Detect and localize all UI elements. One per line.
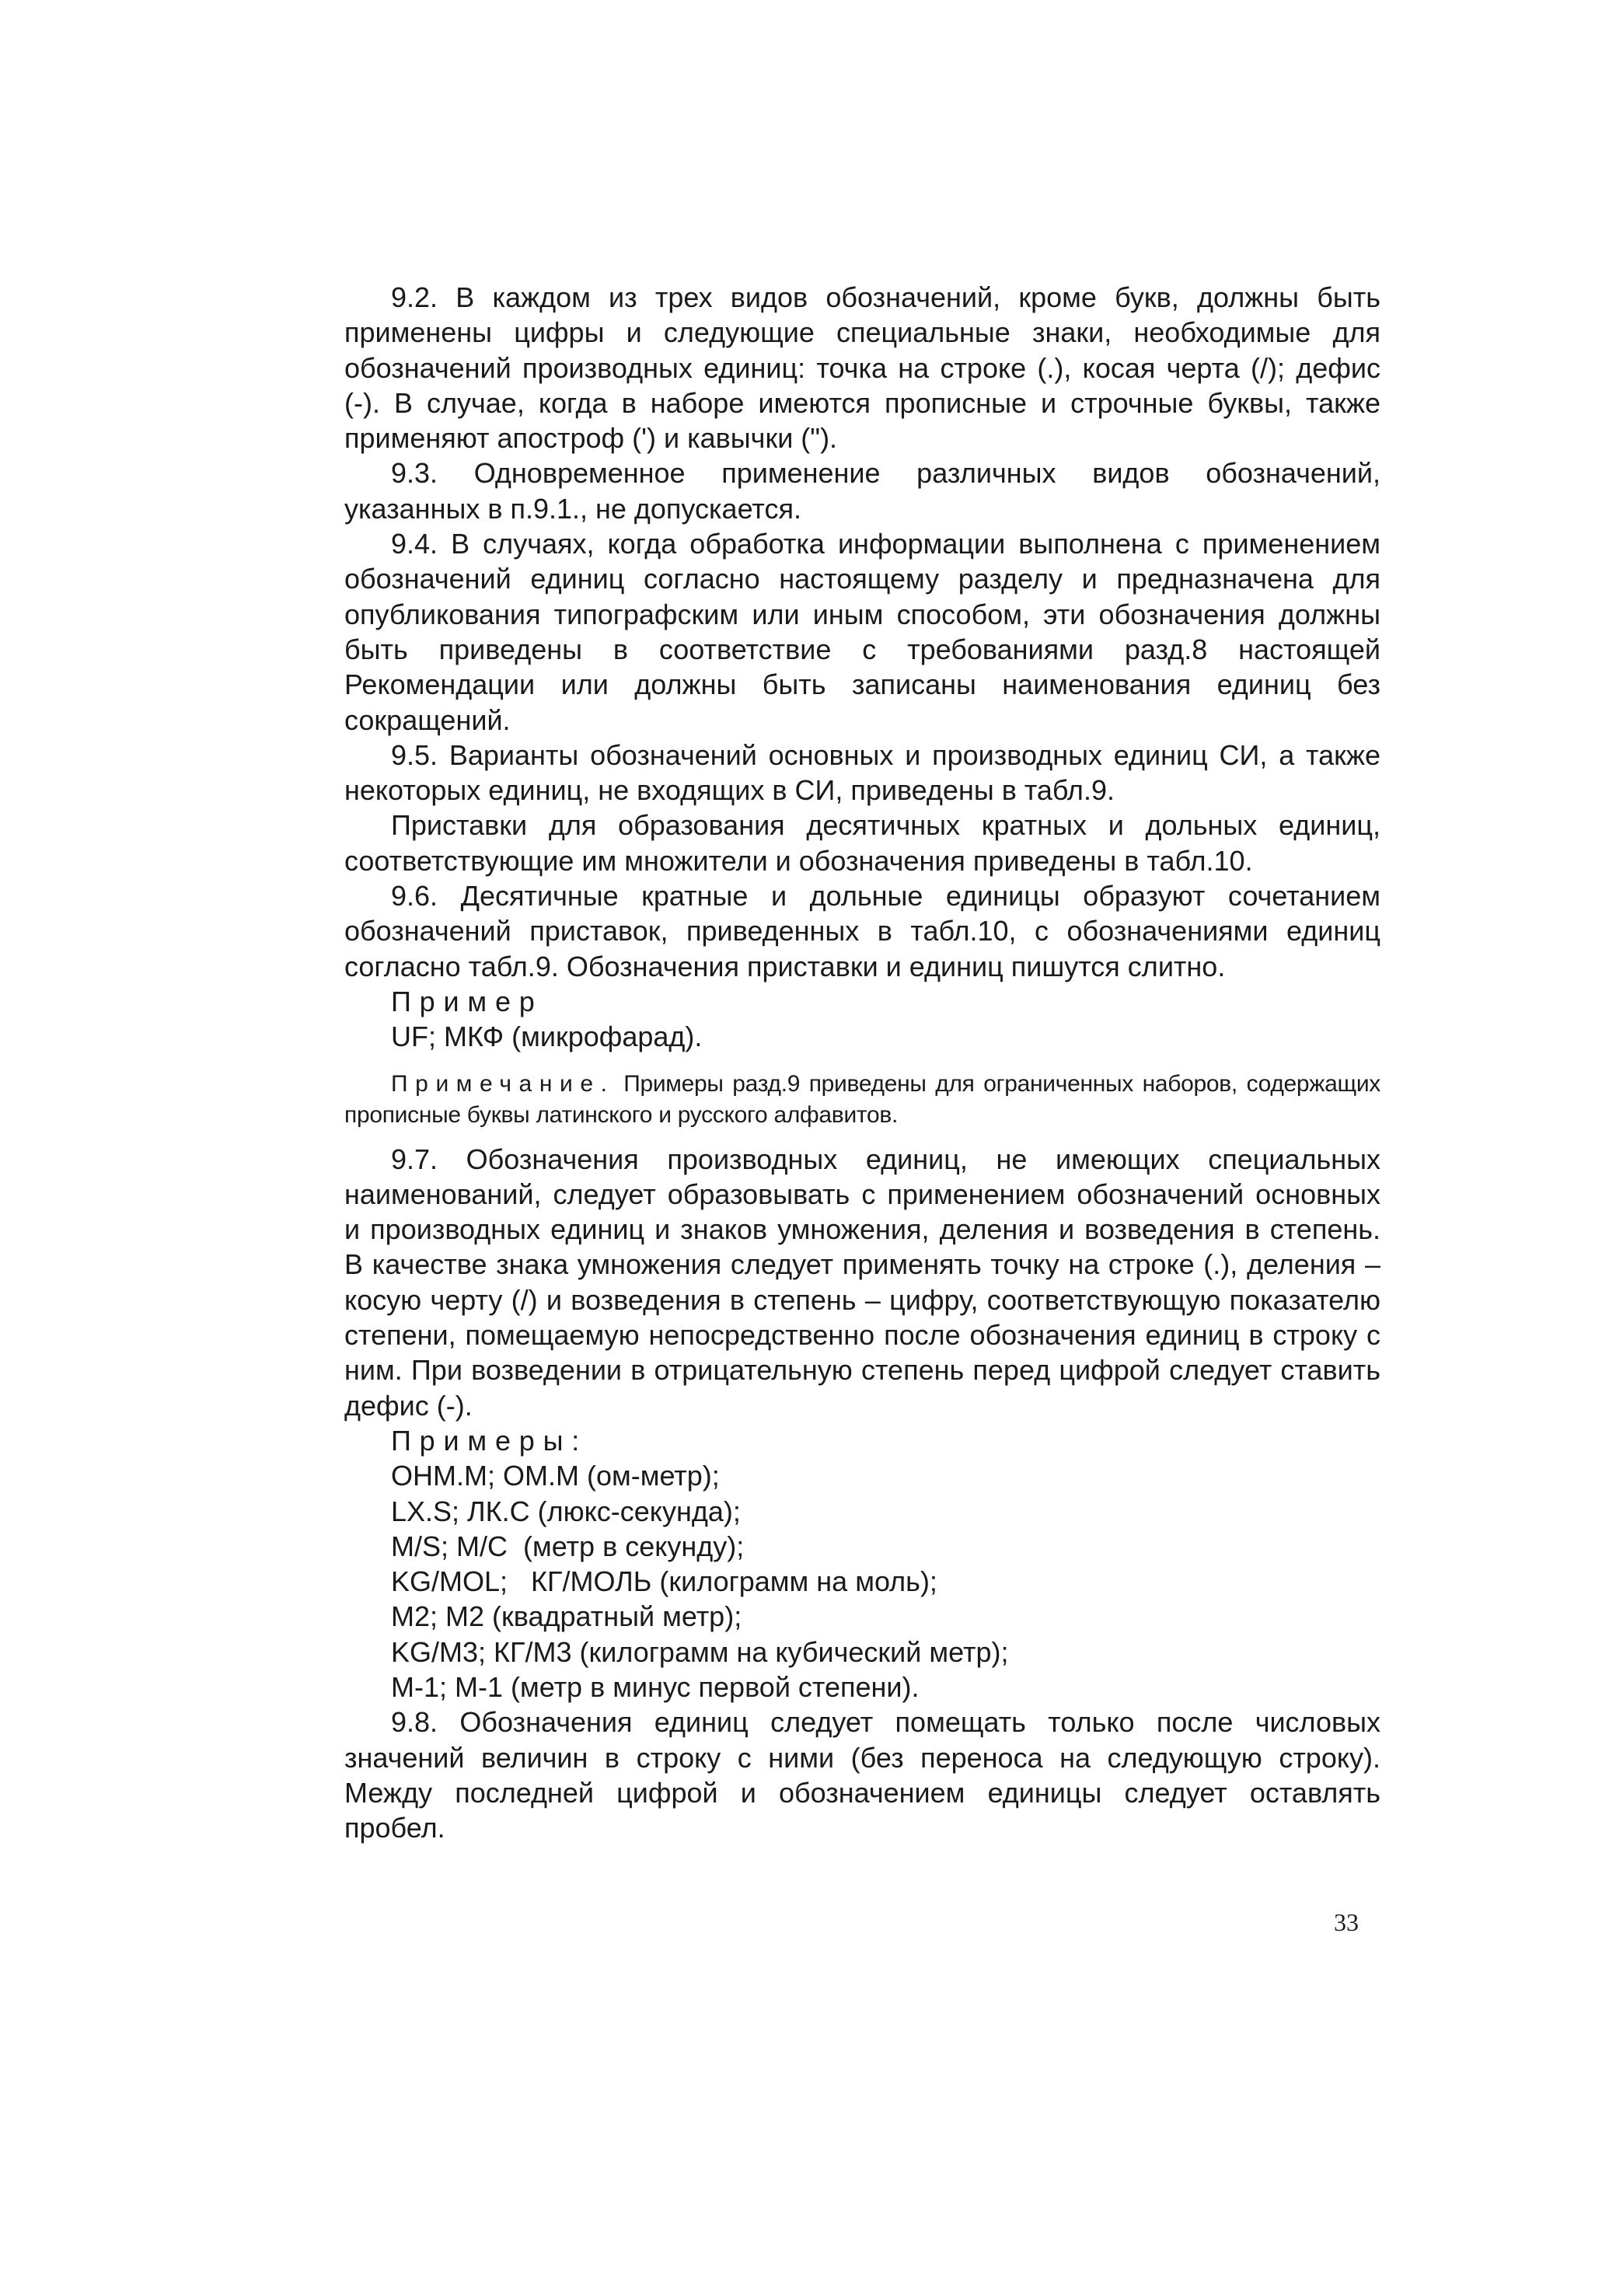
examples-label: Примеры: <box>391 1424 588 1457</box>
examples-item: KG/MOL; КГ/МОЛЬ (килограмм на моль); <box>391 1565 937 1598</box>
example-label: Пример <box>391 985 543 1017</box>
example-heading <box>344 984 1380 1019</box>
paragraph-prefixes: Приставки для образования десятичных кратных и дольных единиц, соответствующие им множители и обозначения приведены в табл.10. <box>344 809 1380 877</box>
examples-item: M-1; M-1 (метр в минус первой степени). <box>391 1670 920 1703</box>
examples-heading <box>344 1423 1380 1458</box>
paragraph-9-3: 9.3. Одновременное применение различных видов обозначений, указанных в п.9.1., не допускается. <box>344 457 1380 525</box>
paragraph-9-4: 9.4. В случаях, когда обработка информации выполнена с применением обозначений единиц согласно настоящему разделу и предназначена для опубликования типографским или иным способом, эти обозначения должны быть приведены в соответствие с требованиями разд.8 настоящей Рекомендации или должны быть записаны наименования единиц без сокращений. <box>344 528 1380 736</box>
note-label: Примечание. <box>391 1070 615 1097</box>
page-number: 33 <box>1334 1908 1359 1936</box>
examples-item: M2; M2 (квадратный метр); <box>391 1600 742 1633</box>
examples-item: KG/M3; КГ/М3 (килограмм на кубический метр); <box>391 1635 1009 1668</box>
note-text: Примеры разд.9 приведены для ограниченных наборов, содержащих прописные буквы латинского и русского алфавитов. <box>344 1070 1380 1128</box>
examples-item: OHM.M; OM.M (ом-метр); <box>391 1460 720 1492</box>
examples-item: LX.S; ЛК.С (люкс-секунда); <box>391 1495 741 1527</box>
page-body <box>344 280 1380 1845</box>
paragraph-9-6: 9.6. Десятичные кратные и дольные единицы образуют сочетанием обозначений приставок, приведенных в табл.10, с обозначениями единиц согласно табл.9. Обозначения приставки и единиц пишутся слитно. <box>344 880 1380 982</box>
paragraph-9-7: 9.7. Обозначения производных единиц, не имеющих специальных наименований, следует образовывать с применением обозначений основных и производных единиц и знаков умножения, деления и возведения в степень. В качестве знака умножения следует применять точку на строке (.), деления – косую черту (/) и возведения в степень – цифру, соответствующую показателю степени, помещаемую непосредственно после обозначения единиц в строку с ним. При возведении в отрицательную степень перед цифрой следует ставить дефис (-). <box>344 1143 1380 1422</box>
examples-item: M/S; M/C (метр в секунду); <box>391 1530 745 1562</box>
paragraph-9-8: 9.8. Обозначения единиц следует помещать только после числовых значений величин в строку с ними (без переноса на следующую строку). Между последней цифрой и обозначением единицы следует оставлять пробел. <box>344 1706 1380 1844</box>
example-line: UF; МКФ (микрофарад). <box>391 1021 703 1053</box>
note-paragraph <box>344 1069 1380 1131</box>
paragraph-9-5: 9.5. Варианты обозначений основных и производных единиц СИ, а также некоторых единиц, не входящих в СИ, приведены в табл.9. <box>344 738 1380 807</box>
paragraph-9-2: 9.2. В каждом из трех видов обозначений, кроме букв, должны быть применены цифры и следующие специальные знаки, необходимые для обозначений производных единиц: точка на строке (.), косая черта (/); дефис (-). В случае, когда в наборе имеются прописные и строчные буквы, также применяют апостроф (') и кавычки ("). <box>344 281 1380 455</box>
